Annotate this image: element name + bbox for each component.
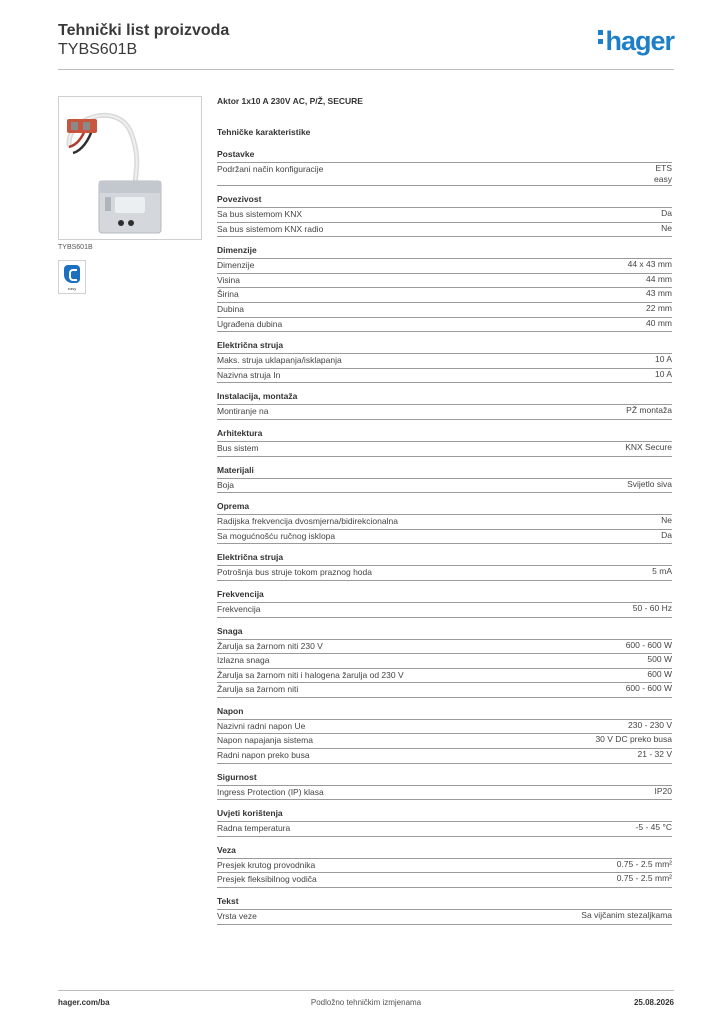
footer-note: Podložno tehničkim izmjenama: [310, 998, 422, 1007]
spec-value: [628, 720, 672, 734]
spec-row: [217, 734, 672, 749]
easy-logo-icon: [64, 265, 80, 283]
section-title: Uvjeti korištenja: [217, 808, 672, 822]
spec-value: [655, 369, 672, 383]
section-title: Postavke: [217, 149, 672, 163]
spec-row: [217, 669, 672, 684]
spec-section: [217, 149, 672, 186]
spec-value: [626, 683, 672, 697]
section-title: Sigurnost: [217, 772, 672, 786]
spec-section: [217, 245, 672, 332]
spec-row: [217, 873, 672, 888]
spec-value: [646, 303, 672, 317]
spec-row: [217, 822, 672, 837]
spec-value-text: PŽ montaža: [626, 405, 672, 416]
spec-row: [217, 786, 672, 801]
spec-row: [217, 479, 672, 494]
spec-label: Montiranje na: [217, 406, 269, 417]
spec-value: [633, 603, 672, 617]
page-header: [58, 20, 674, 70]
spec-row: [217, 223, 672, 238]
section-title: Instalacija, montaža: [217, 391, 672, 405]
spec-value: [638, 749, 673, 763]
section-title: Tekst: [217, 896, 672, 910]
spec-value-text: 500 W: [647, 654, 672, 665]
spec-row: [217, 163, 672, 186]
section-title: Arhitektura: [217, 428, 672, 442]
spec-section: [217, 772, 672, 801]
easy-badge: [58, 260, 86, 294]
section-title: Frekvencija: [217, 589, 672, 603]
spec-row: [217, 288, 672, 303]
spec-row: [217, 910, 672, 925]
spec-value: [636, 822, 672, 836]
spec-value-text: 230 - 230 V: [628, 719, 672, 730]
spec-section: [217, 428, 672, 457]
section-title: Napon: [217, 706, 672, 720]
section-title: Električna struja: [217, 340, 672, 354]
spec-value: [626, 640, 672, 654]
spec-value: [661, 530, 672, 544]
footer-date: 25.08.2026: [633, 998, 674, 1007]
spec-value-text: 30 V DC preko busa: [595, 734, 672, 745]
spec-label: Radijska frekvencija dvosmjerna/bidirekcionalna: [217, 516, 398, 527]
logo-mark-icon: [598, 26, 603, 48]
spec-label: Dubina: [217, 303, 244, 314]
spec-section: [217, 465, 672, 494]
spec-label: Boja: [217, 479, 235, 490]
spec-row: [217, 749, 672, 764]
spec-value-text: IP20: [654, 785, 672, 796]
spec-value-text: 50 - 60 Hz: [632, 602, 672, 613]
spec-row: [217, 515, 672, 530]
spec-value-text: 22 mm: [646, 302, 672, 313]
spec-value: [655, 354, 672, 368]
spec-row: [217, 720, 672, 735]
page-footer: [58, 990, 674, 1024]
spec-row: [217, 208, 672, 223]
spec-label: Sa mogućnošću ručnog isklopa: [217, 530, 336, 541]
spec-section: [217, 589, 672, 618]
spec-section: [217, 626, 672, 698]
spec-row: [217, 405, 672, 420]
spec-row: [217, 259, 672, 274]
spec-value: [627, 479, 672, 493]
spec-value-text: 10 A: [654, 368, 672, 379]
spec-value: [647, 669, 672, 683]
spec-sections: [217, 149, 672, 925]
spec-label: Potrošnja bus struje tokom praznog hoda: [217, 567, 372, 578]
spec-label: Radni napon preko busa: [217, 750, 310, 761]
section-title: Veza: [217, 845, 672, 859]
spec-value: [626, 405, 672, 419]
footer-website[interactable]: hager.com/ba: [58, 998, 110, 1007]
spec-row: [217, 318, 672, 333]
product-code: TYBS601B: [58, 41, 138, 58]
spec-row: [217, 303, 672, 318]
spec-value: [595, 734, 672, 748]
spec-value-text: 0.75 - 2.5 mm²: [616, 873, 672, 884]
spec-value: [646, 318, 672, 332]
spec-value: [625, 442, 672, 456]
spec-value-text: ETS: [655, 163, 672, 173]
spec-value-text: 10 A: [654, 354, 672, 365]
spec-value-text: -5 - 45 °C: [635, 822, 672, 833]
spec-row: [217, 530, 672, 545]
spec-section: [217, 391, 672, 420]
spec-value: [661, 223, 672, 237]
section-title: Električna struja: [217, 552, 672, 566]
spec-label: Ingress Protection (IP) klasa: [217, 786, 324, 797]
spec-label: Vrsta veze: [217, 911, 257, 922]
spec-value: [646, 274, 672, 288]
spec-value: [661, 515, 672, 529]
spec-row: [217, 859, 672, 874]
spec-section: [217, 340, 672, 383]
spec-label: Frekvencija: [217, 603, 261, 614]
spec-value-text: 600 - 600 W: [625, 639, 672, 650]
spec-section: [217, 706, 672, 764]
spec-value-text: easy: [654, 174, 672, 184]
spec-value-text: Ne: [661, 515, 672, 526]
spec-value: [646, 288, 672, 302]
spec-value-text: KNX Secure: [625, 441, 672, 452]
product-image: [58, 96, 202, 240]
hager-logo: [598, 26, 674, 57]
spec-label: Žarulja sa žarnom niti 230 V: [217, 640, 323, 651]
spec-value: [661, 208, 672, 222]
spec-value: [628, 259, 672, 273]
section-title: Povezivost: [217, 194, 672, 208]
spec-value: [654, 163, 672, 185]
product-image-caption: TYBS601B: [58, 244, 93, 251]
spec-section: [217, 194, 672, 237]
spec-label: Izlazna snaga: [217, 655, 270, 666]
spec-label: Sa bus sistemom KNX: [217, 209, 303, 219]
spec-row: [217, 566, 672, 581]
spec-row: [217, 640, 672, 655]
product-name: Aktor 1x10 A 230V AC, P/Ž, SECURE: [217, 96, 363, 106]
spec-row: [217, 274, 672, 289]
spec-value-text: Svijetlo siva: [627, 478, 672, 489]
spec-value-text: 43 mm: [646, 288, 672, 299]
spec-value: [617, 859, 672, 873]
spec-section: [217, 896, 672, 925]
spec-label: Ugrađena dubina: [217, 318, 283, 329]
spec-label: Presjek krutog provodnika: [217, 859, 316, 870]
spec-row: [217, 354, 672, 369]
characteristics-heading: Tehničke karakteristike: [217, 127, 311, 137]
spec-label: Žarulja sa žarnom niti: [217, 684, 299, 695]
spec-value-text: 5 mA: [652, 566, 672, 577]
spec-value-text: Da: [661, 529, 672, 540]
spec-value-text: 21 - 32 V: [637, 749, 672, 760]
spec-label: Radna temperatura: [217, 823, 291, 834]
spec-label: Podržani način konfiguracije: [217, 164, 324, 174]
spec-label: Bus sistem: [217, 442, 259, 453]
spec-section: [217, 845, 672, 888]
section-title: Materijali: [217, 465, 672, 479]
logo-text: hager: [605, 26, 674, 56]
product-photo-icon: [59, 97, 202, 240]
spec-value-text: 44 mm: [646, 273, 672, 284]
spec-value-text: 0.75 - 2.5 mm²: [616, 858, 672, 869]
spec-label: Presjek fleksibilnog vodiča: [217, 874, 317, 885]
spec-label: Nazivni radni napon Ue: [217, 720, 306, 731]
spec-label: Žarulja sa žarnom niti i halogena žarulja od 230 V: [217, 669, 404, 680]
section-title: Dimenzije: [217, 245, 672, 259]
spec-row: [217, 369, 672, 384]
spec-section: [217, 501, 672, 544]
spec-label: Napon napajanja sistema: [217, 735, 313, 746]
spec-value-text: Ne: [661, 222, 672, 233]
spec-label: Nazivna struja In: [217, 369, 281, 380]
spec-row: [217, 654, 672, 669]
spec-value: [652, 566, 672, 580]
section-title: Oprema: [217, 501, 672, 515]
spec-row: [217, 603, 672, 618]
spec-content: [217, 95, 672, 933]
spec-value: [617, 873, 672, 887]
spec-label: Maks. struja uklapanja/isklapanja: [217, 355, 342, 366]
spec-value-text: 600 W: [647, 668, 672, 679]
section-title: Snaga: [217, 626, 672, 640]
spec-section: [217, 552, 672, 581]
spec-value: [655, 786, 673, 800]
spec-row: [217, 442, 672, 457]
spec-section: [217, 808, 672, 837]
spec-value: [581, 910, 672, 924]
spec-value: [647, 654, 672, 668]
spec-value-text: Sa vijčanim stezaljkama: [581, 910, 672, 921]
spec-value-text: Da: [661, 208, 672, 218]
page-title: Tehnički list proizvoda: [58, 22, 230, 39]
spec-label: Širina: [217, 289, 239, 300]
spec-value-text: 44 x 43 mm: [627, 259, 672, 270]
spec-label: Dimenzije: [217, 260, 255, 271]
spec-label: Sa bus sistemom KNX radio: [217, 223, 324, 234]
spec-row: [217, 683, 672, 698]
spec-value-text: 40 mm: [646, 317, 672, 328]
spec-value-text: 600 - 600 W: [625, 683, 672, 694]
badge-label: easy: [67, 286, 77, 291]
spec-label: Visina: [217, 274, 240, 285]
